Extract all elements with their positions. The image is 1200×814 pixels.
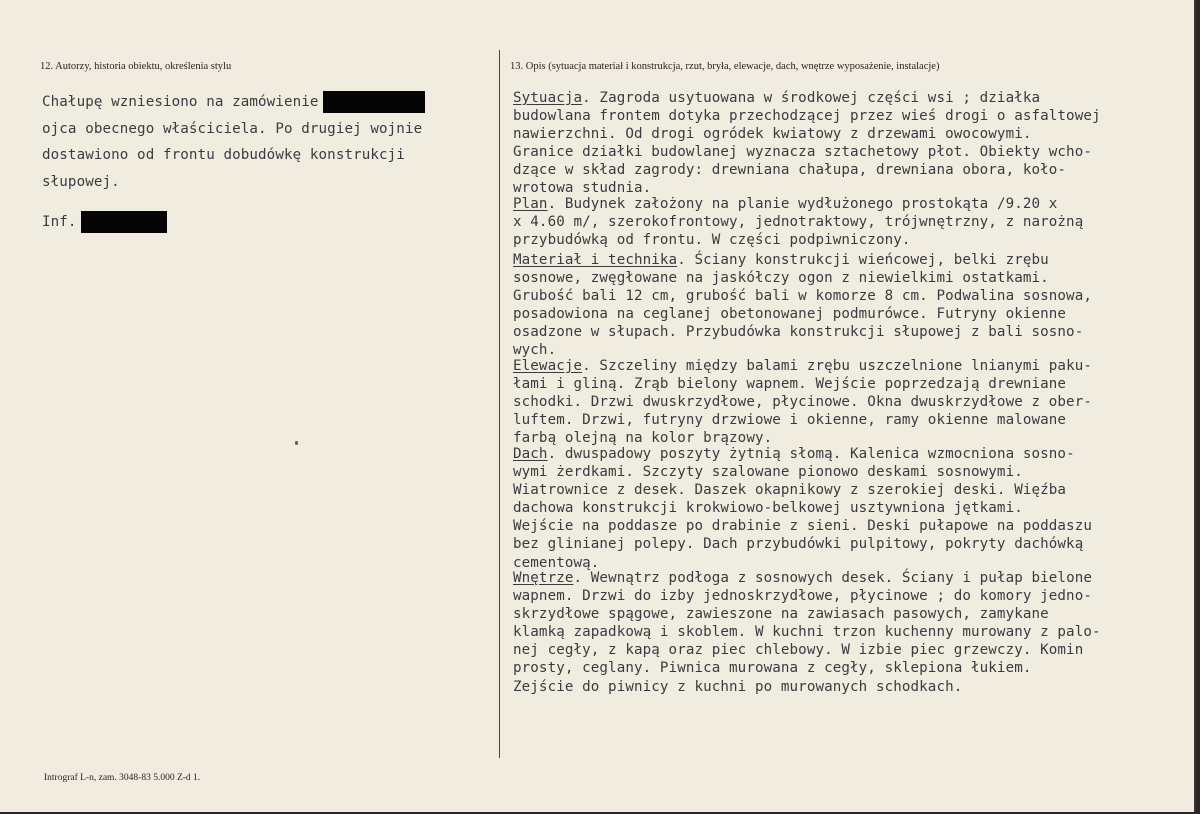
- paper-speck: [295, 441, 298, 445]
- redaction-bar: [323, 91, 425, 113]
- section-line: sosnowe, zwęgłowane na jaskółczy ogon z niewielkimi ostatkami.: [513, 270, 1049, 287]
- history-line: słupowej.: [42, 173, 120, 190]
- section-line: dzące w skład zagrody: drewniana chałupa, drewniana obora, koło-: [513, 162, 1067, 179]
- redaction-bar: [81, 211, 167, 233]
- section-line: budowlana frontem dotyka przechodzącej przez wieś drogi o asfaltowej: [513, 108, 1101, 125]
- column-divider: [499, 50, 500, 758]
- section-12-header: 12. Autorzy, historia obiektu, określenia stylu: [40, 61, 232, 72]
- section-title: Sytuacja: [513, 90, 583, 106]
- section-line: wymi żerdkami. Szczyty szalowane pionowo deskami sosnowymi.: [513, 464, 1023, 481]
- section-line: Plan. Budynek założony na planie wydłużonego prostokąta /9.20 x: [513, 196, 1058, 212]
- section-line: bez glinianej polepy. Dach przybudówki pulpitowy, pokryty dachówką: [513, 536, 1084, 553]
- history-line: ojca obecnego właściciela. Po drugiej wojnie: [42, 120, 423, 137]
- section-line: Wejście na poddasze po drabinie z sieni. Deski pułapowe na poddaszu: [513, 518, 1092, 535]
- section-plan: [513, 195, 1193, 249]
- section-line: Materiał i technika. Ściany konstrukcji wieńcowej, belki zrębu: [513, 252, 1049, 268]
- section-title: Wnętrze: [513, 570, 574, 586]
- section-line: Dach. dwuspadowy poszyty żytnią słomą. Kalenica wzmocniona sosno-: [513, 446, 1075, 462]
- section-sytuacja: [513, 89, 1193, 198]
- section-line: Wnętrze. Wewnątrz podłoga z sosnowych desek. Ściany i pułap bielone: [513, 570, 1092, 586]
- section-line: Granice działki budowlanej wyznacza sztachetowy płot. Obiekty wcho-: [513, 144, 1092, 161]
- history-text: [42, 89, 492, 195]
- section-13-header: 13. Opis (sytuacja materiał i konstrukcja, rzut, bryła, elewacje, dach, wnętrze wyposażenie, instalacje): [510, 61, 940, 72]
- section-line: przybudówką od frontu. W części podpiwniczony.: [513, 232, 911, 249]
- section-title: Plan: [513, 196, 548, 212]
- section-line: posadowiona na ceglanej obetonowanej podmurówce. Futryny okienne: [513, 306, 1067, 323]
- informant-label: Inf.: [42, 214, 77, 230]
- section-line: Grubość bali 12 cm, grubość bali w komorze 8 cm. Podwalina sosnowa,: [513, 288, 1092, 305]
- section-dach: [513, 445, 1193, 572]
- section-line: prosty, ceglany. Piwnica murowana z cegły, sklepiona łukiem.: [513, 660, 1032, 677]
- section-line: osadzone w słupach. Przybudówka konstrukcji słupowej z bali sosno-: [513, 324, 1084, 341]
- section-line: nej cegły, z kapą oraz piec chlebowy. W izbie piec grzewczy. Komin: [513, 642, 1084, 659]
- section-line: x 4.60 m/, szerokofrontowy, jednotraktowy, trójwnętrzny, z narożną: [513, 214, 1084, 231]
- section-elewacje: [513, 357, 1193, 447]
- section-title: Dach: [513, 446, 548, 462]
- history-line: Chałupę wzniesiono na zamówienie: [42, 89, 492, 116]
- section-line: nawierzchni. Od drogi ogródek kwiatowy z drzewami owocowymi.: [513, 126, 1032, 143]
- section-line: luftem. Drzwi, futryny drzwiowe i okienne, ramy okienne malowane: [513, 412, 1067, 429]
- section-line: klamką zapadkową i skoblem. W kuchni trzon kuchenny murowany z palo-: [513, 624, 1101, 641]
- section-line: schodki. Drzwi dwuskrzydłowe, płycinowe. Okna dwuskrzydłowe z ober-: [513, 394, 1092, 411]
- history-line: dostawiono od frontu dobudówkę konstrukcji: [42, 147, 405, 163]
- section-line: Zejście do piwnicy z kuchni po murowanych schodkach.: [513, 678, 963, 695]
- section-line: wapnem. Drzwi do izby jednoskrzydłowe, płycinowe ; do komory jedno-: [513, 588, 1092, 605]
- section-line: wych.: [513, 342, 557, 359]
- section-title: Materiał i technika: [513, 252, 678, 268]
- section-material: [513, 251, 1193, 360]
- section-line: cementową.: [513, 554, 600, 571]
- section-title: Elewacje: [513, 358, 583, 374]
- informant-line: [42, 210, 167, 234]
- section-line: wrotowa studnia.: [513, 180, 652, 197]
- section-line: dachowa konstrukcji krokwiowo-belkowej usztywniona jętkami.: [513, 500, 1023, 517]
- section-wnetrze: [513, 569, 1193, 696]
- section-line: Sytuacja. Zagroda usytuowana w środkowej części wsi ; działka: [513, 90, 1041, 106]
- section-line: łami i gliną. Zrąb bielony wapnem. Wejście poprzedzają drewniane: [513, 376, 1067, 393]
- section-line: farbą olejną na kolor brązowy.: [513, 430, 773, 447]
- section-line: skrzydłowe spągowe, zawieszone na zawiasach pasowych, zamykane: [513, 606, 1049, 623]
- printer-imprint: Intrograf L-n, zam. 3048-83 5.000 Z-d 1.: [44, 773, 201, 783]
- section-line: Elewacje. Szczeliny między balami zrębu uszczelnione lnianymi paku-: [513, 358, 1092, 374]
- section-line: Wiatrownice z desek. Daszek okapnikowy z szerokiej deski. Więźba: [513, 482, 1067, 499]
